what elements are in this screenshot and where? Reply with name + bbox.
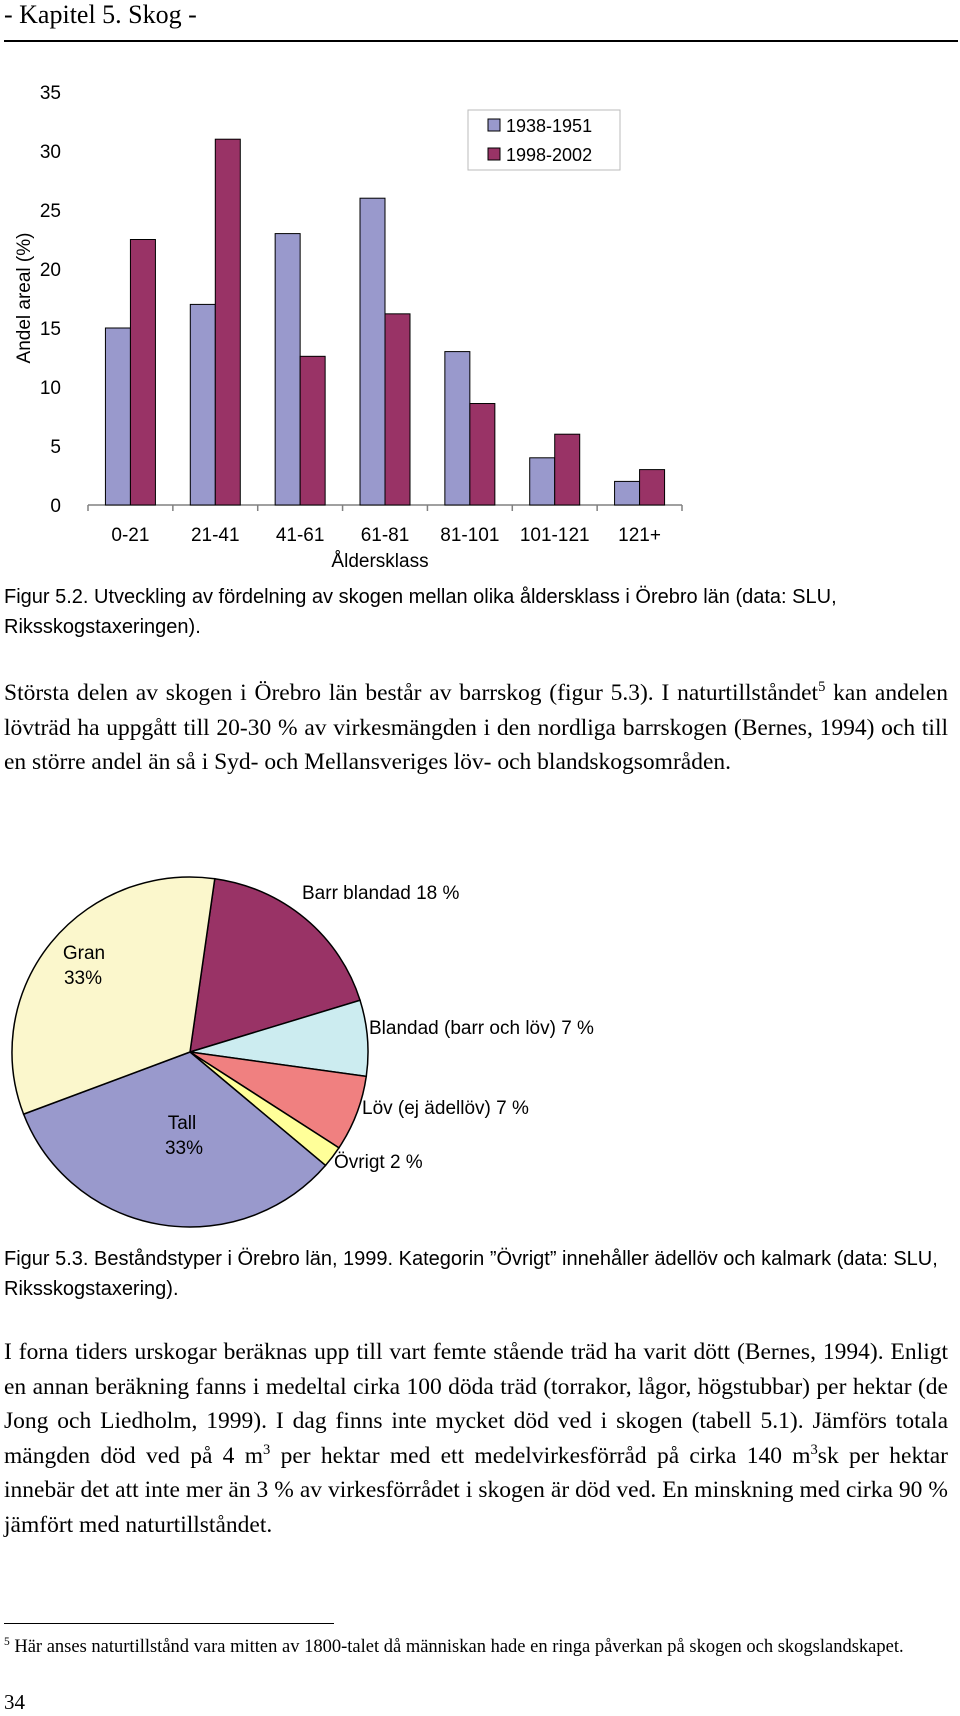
footnote — [4, 1634, 948, 1660]
bar-121+-1998-2002 — [640, 470, 665, 505]
paragraph-forest-composition — [4, 676, 948, 780]
y-tick-label: 0 — [50, 496, 61, 517]
bar-61-81-1998-2002 — [385, 314, 410, 505]
label-barr-blandad: Barr blandad 18 % — [302, 883, 460, 904]
x-tick-label: 81-101 — [440, 525, 500, 546]
bar-21-41-1998-2002 — [215, 139, 240, 505]
bar-0-21-1938-1951 — [105, 328, 130, 505]
x-tick-label: 101-121 — [519, 525, 590, 546]
age-class-bar-chart — [0, 60, 960, 580]
paragraph-text: sk per hektar innebär det att inte mer än 3 % av virkesförrådet i skogen är död ved. En minskning med cirka 90 % jämfört med naturtillståndet. — [4, 1442, 948, 1538]
x-tick-label: 41-61 — [275, 525, 325, 546]
bar-101-121-1938-1951 — [530, 458, 555, 505]
label-blandad: Blandad (barr och löv) 7 % — [369, 1018, 594, 1039]
y-axis-title: Andel areal (%) — [14, 232, 35, 364]
y-tick-label: 10 — [39, 378, 61, 399]
bar-21-41-1938-1951 — [190, 304, 215, 505]
x-tick-label: 0-21 — [111, 525, 150, 546]
bar-41-61-1998-2002 — [300, 356, 325, 505]
bar-0-21-1998-2002 — [130, 240, 155, 506]
chart-legend — [468, 110, 620, 170]
footnote-marker: 5 — [4, 1635, 10, 1648]
stand-types-pie-chart — [0, 860, 960, 1240]
bar-81-101-1998-2002 — [470, 404, 495, 505]
bar-81-101-1938-1951 — [445, 352, 470, 505]
paragraph-text: per hektar med ett medelvirkesförråd på cirka 140 m — [270, 1442, 811, 1469]
chapter-header: - Kapitel 5. Skog - — [4, 0, 197, 29]
label-lov: Löv (ej ädellöv) 7 % — [362, 1098, 529, 1119]
y-tick-label: 25 — [39, 201, 61, 222]
paragraph-dead-wood — [4, 1335, 948, 1542]
paragraph-text: kan andelen lövträd ha uppgått till 20-30 % av virkesmängden i den nordliga barrskogen (Bernes, 1994) och till en större andel än så i Syd- och Mellansveriges löv- och blandskogsområden. — [4, 680, 948, 775]
superscript: 3 — [810, 1441, 818, 1458]
page-number: 34 — [4, 1690, 25, 1714]
legend-label-1998-2002: 1998-2002 — [506, 145, 593, 165]
x-tick-label: 21-41 — [190, 525, 240, 546]
paragraph-text: I forna tiders urskogar beräknas upp till vart femte stående träd ha varit dött (Bernes, 1994). Enligt en annan beräkning fanns i medeltal cirka 100 döda träd (torrakor, lågor, högstubbar) per hektar (de Jong och Liedholm, 1999). I dag finns inte mycket död ved i skogen (tabell 5.1). Jämförs totala mängden död ved på 4 m — [4, 1339, 948, 1469]
label-ovrigt: Övrigt 2 % — [334, 1152, 423, 1173]
figure-5-2-caption: Figur 5.2. Utveckling av fördelning av skogen mellan olika åldersklass i Örebro län (data: SLU, Riksskogstaxeringen). — [4, 586, 837, 638]
header-divider — [4, 40, 958, 42]
x-axis-title: Åldersklass — [331, 551, 429, 572]
bar-121+-1938-1951 — [615, 481, 640, 505]
legend-label-1938-1951: 1938-1951 — [506, 116, 593, 136]
y-tick-label: 5 — [50, 437, 61, 458]
footnote-divider — [4, 1623, 334, 1624]
legend-swatch-1938-1951 — [488, 119, 500, 131]
paragraph-text: Största delen av skogen i Örebro län består av barrskog (figur 5.3). I naturtillståndet — [4, 680, 819, 706]
x-tick-label: 61-81 — [360, 525, 410, 546]
figure-5-3-caption: Figur 5.3. Beståndstyper i Örebro län, 1999. Kategorin ”Övrigt” innehåller ädellöv och kalmark (data: SLU, Riksskogstaxering). — [4, 1248, 938, 1300]
label-gran-pct: 33% — [63, 968, 103, 989]
y-tick-label: 30 — [39, 142, 61, 163]
y-tick-label: 15 — [39, 319, 61, 340]
y-tick-label: 20 — [39, 260, 61, 281]
legend-swatch-1998-2002 — [488, 148, 500, 160]
label-gran: Gran — [62, 943, 106, 964]
bar-101-121-1998-2002 — [555, 434, 580, 505]
bar-61-81-1938-1951 — [360, 198, 385, 505]
footnote-ref[interactable]: 5 — [818, 679, 826, 696]
label-tall-pct: 33% — [164, 1138, 204, 1159]
y-tick-label: 35 — [39, 83, 61, 104]
bar-41-61-1938-1951 — [275, 234, 300, 505]
x-tick-label: 121+ — [618, 525, 661, 546]
label-tall: Tall — [167, 1113, 197, 1134]
footnote-text: Här anses naturtillstånd vara mitten av 1800-talet då människan hade en ringa påverkan på skogen och skogslandskapet. — [9, 1637, 904, 1657]
superscript: 3 — [263, 1441, 271, 1458]
